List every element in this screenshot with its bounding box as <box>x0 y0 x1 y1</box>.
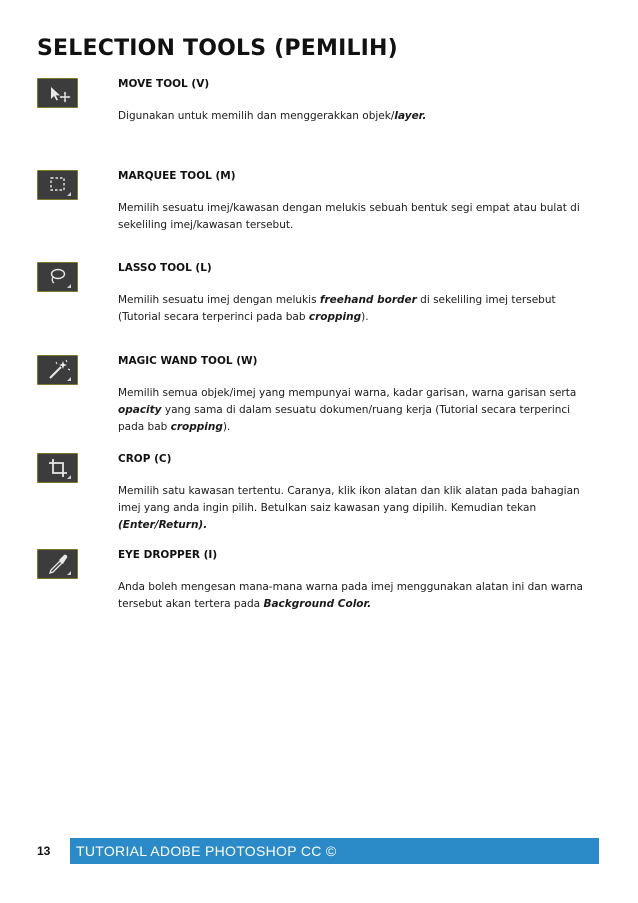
marquee-tool-icon <box>37 170 78 200</box>
eyedropper-tool-icon <box>37 549 78 579</box>
tool-name: CROP (C) <box>118 453 172 465</box>
description-text: Memilih sesuatu imej/kawasan dengan melukis sebuah bentuk segi empat atau bulat di sekeliling imej/kawasan tersebut. <box>118 202 580 231</box>
footer-band <box>70 838 599 864</box>
emphasis-text: Background Color. <box>263 598 372 610</box>
description-text: ). <box>361 311 369 323</box>
tool-name: MARQUEE TOOL (M) <box>118 170 236 182</box>
tool-description <box>118 108 598 125</box>
tool-name: MOVE TOOL (V) <box>118 78 210 90</box>
tool-description <box>118 200 598 234</box>
description-text: di sekeliling imej tersebut (Tutorial secara terperinci pada bab <box>118 294 556 323</box>
description-text: yang sama di dalam sesuatu dokumen/ruang kerja (Tutorial secara terperinci pada bab <box>118 404 571 433</box>
page-title: SELECTION TOOLS (PEMILIH) <box>37 36 398 61</box>
description-text: Memilih satu kawasan tertentu. Caranya, klik ikon alatan dan klik alatan pada bahagian imej yang anda ingin pilih. Betulkan saiz kawasan yang dipilih. Kemudian tekan <box>118 485 580 514</box>
tool-description <box>118 292 598 326</box>
footer-text: TUTORIAL ADOBE PHOTOSHOP CC © <box>76 843 337 859</box>
emphasis-text: cropping <box>308 311 362 323</box>
tool-name: LASSO TOOL (L) <box>118 262 212 274</box>
crop-tool-icon <box>37 453 78 483</box>
tool-name: MAGIC WAND TOOL (W) <box>118 355 258 367</box>
tool-description <box>118 579 598 613</box>
emphasis-text: freehand border <box>319 294 417 306</box>
description-text: Memilih semua objek/imej yang mempunyai warna, kadar garisan, warna garisan serta <box>118 387 577 399</box>
magic-wand-tool-icon <box>37 355 78 385</box>
page-footer <box>37 838 599 864</box>
tool-description <box>118 385 598 436</box>
move-tool-icon <box>37 78 78 108</box>
emphasis-text: opacity <box>118 404 162 416</box>
description-text: ). <box>222 421 231 433</box>
page-number: 13 <box>37 838 70 864</box>
description-text: Anda boleh mengesan mana-mana warna pada imej menggunakan alatan ini dan warna tersebut akan tertera pada <box>118 581 583 610</box>
emphasis-text: cropping <box>170 421 223 433</box>
tool-name: EYE DROPPER (I) <box>118 549 218 561</box>
lasso-tool-icon <box>37 262 78 292</box>
emphasis-text: (Enter/Return). <box>118 519 208 531</box>
emphasis-text: layer. <box>394 110 427 122</box>
description-text: Memilih sesuatu imej dengan melukis <box>118 294 320 306</box>
description-text: Digunakan untuk memilih dan menggerakkan objek/ <box>118 110 395 122</box>
tool-description <box>118 483 598 534</box>
